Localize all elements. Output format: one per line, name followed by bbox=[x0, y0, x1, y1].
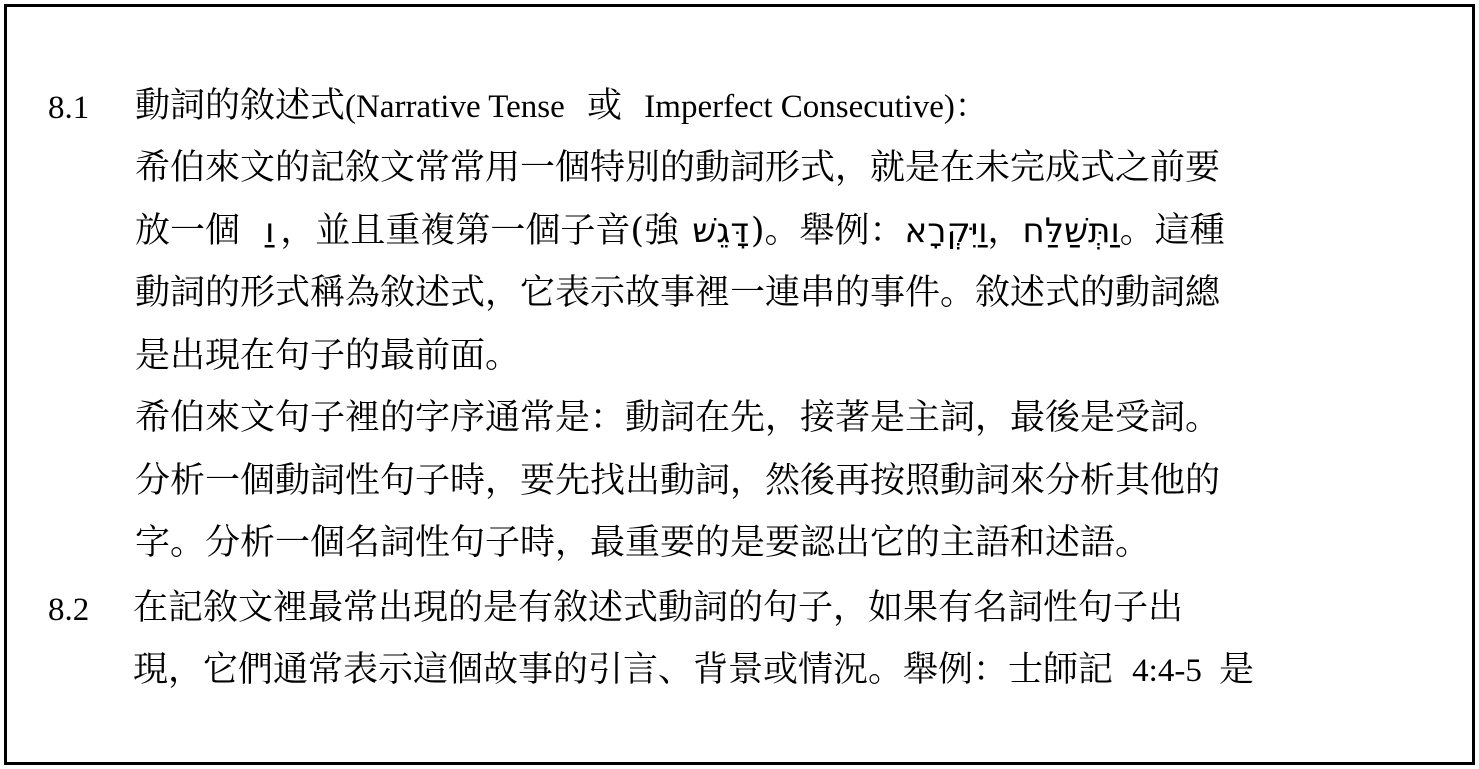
heading-cjk: 動詞的敘述式 bbox=[135, 86, 346, 126]
hebrew-example-1: וַיִּקְרָא bbox=[904, 211, 988, 251]
text-fragment: )。舉例： bbox=[750, 211, 905, 251]
text-fragment: ， bbox=[987, 211, 1023, 251]
paragraph-line: 在記敘文裡最常出現的是有敘述式動詞的句子，如果有名詞性句子出 bbox=[133, 588, 1184, 628]
hebrew-prefix: וַ bbox=[265, 211, 275, 251]
scripture-reference: 4:4-5 bbox=[1132, 653, 1202, 689]
paragraph-line: 動詞的形式稱為敘述式，它表示故事裡一連串的事件。敘述式的動詞總 bbox=[135, 273, 1221, 313]
paragraph-line: 希伯來文句子裡的字序通常是：動詞在先，接著是主詞，最後是受詞。 bbox=[135, 398, 1221, 438]
hebrew-example-2: וַתְּשַׁלַּח bbox=[1022, 211, 1120, 251]
text-fragment: 是 bbox=[1218, 650, 1254, 690]
heading-or: 或 bbox=[587, 86, 623, 126]
paragraph-line-hebrew-examples bbox=[135, 211, 1225, 251]
section-heading bbox=[135, 86, 988, 127]
paragraph-line-with-reference bbox=[133, 650, 1254, 691]
section-number-8-2: 8.2 bbox=[48, 592, 90, 628]
paragraph-line: 字。分析一個名詞性句子時，最重要的是要認出它的主語和述語。 bbox=[135, 523, 1151, 563]
paragraph-line: 希伯來文的記敘文常常用一個特別的動詞形式，就是在未完成式之前要 bbox=[135, 148, 1221, 188]
text-fragment: 放一個 bbox=[135, 211, 241, 251]
text-fragment: ，並且重複第一個子音(強 bbox=[280, 211, 680, 251]
heading-en2: Imperfect Consecutive)： bbox=[644, 89, 988, 125]
section-number-8-1: 8.1 bbox=[48, 90, 90, 126]
text-fragment: 。這種 bbox=[1119, 211, 1225, 251]
hebrew-dagesh: דָּגֵשׁ bbox=[692, 211, 749, 251]
text-fragment: 現，它們通常表示這個故事的引言、背景或情況。舉例：士師記 bbox=[133, 650, 1114, 690]
heading-en: (Narrative Tense bbox=[345, 89, 565, 125]
paragraph-line: 分析一個動詞性句子時，要先找出動詞，然後再按照動詞來分析其他的 bbox=[135, 461, 1221, 501]
paragraph-line: 是出現在句子的最前面。 bbox=[135, 336, 521, 376]
